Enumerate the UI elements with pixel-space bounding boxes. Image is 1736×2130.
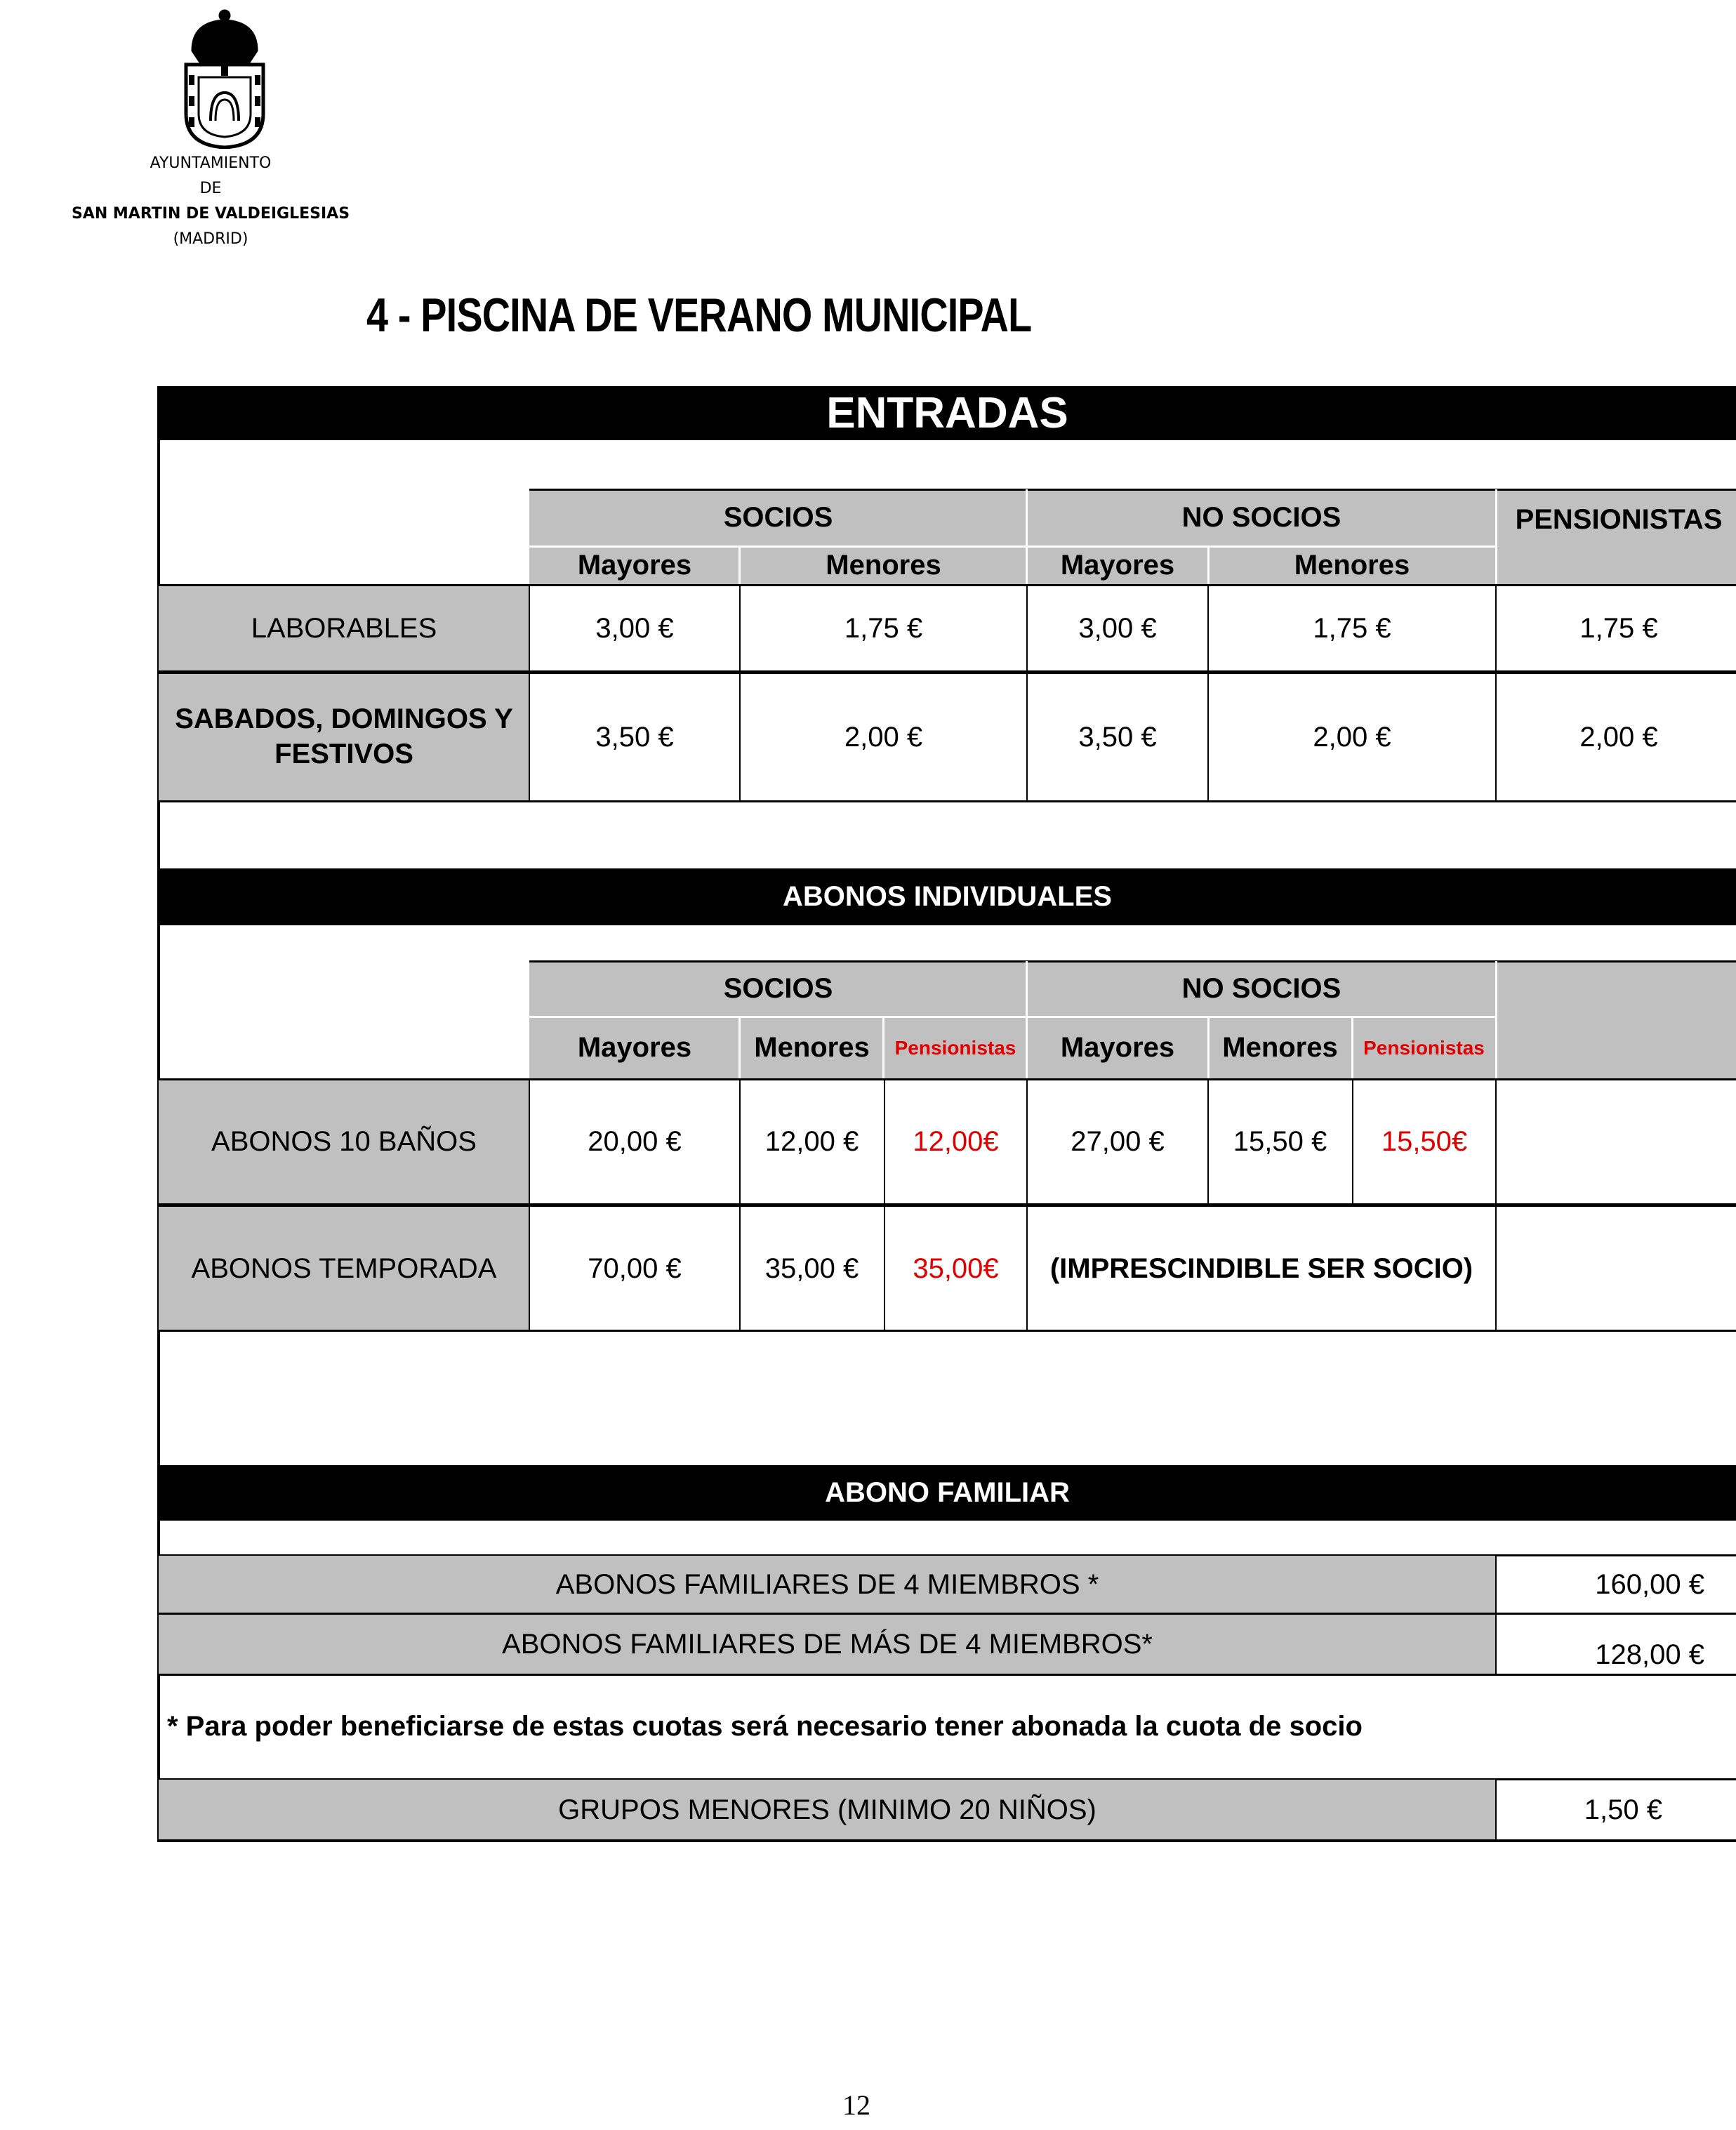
section-title: ABONO FAMILIAR [825,1477,1070,1508]
subheader-menores: Menores [1222,1032,1338,1063]
row-label-abonos-temporada: ABONOS TEMPORADA [159,1207,529,1330]
group-socios: SOCIOS [723,502,833,533]
group-no-socios: NO SOCIOS [1181,973,1341,1004]
subheader-menores: Menores [1294,550,1410,581]
section-title: ABONOS INDIVIDUALES [783,881,1112,912]
subheader-mayores: Mayores [1060,550,1175,581]
price-cell: 3,00 € [595,612,674,644]
familiar-mas-4-price: 128,00 € [1595,1639,1704,1670]
grupos-menores-label: GRUPOS MENORES (MINIMO 20 NIÑOS) [159,1780,1496,1840]
municipality-line-2: DE [199,180,222,197]
familiar-mas-4-label: ABONOS FAMILIARES DE MÁS DE 4 MIEMBROS* [159,1615,1496,1674]
price-cell-pensionistas: 15,50€ [1381,1125,1468,1157]
group-no-socios: NO SOCIOS [1181,502,1341,533]
section-header-entradas [159,386,1736,440]
subheader-mayores: Mayores [577,550,692,581]
price-cell: 3,00 € [1078,612,1157,644]
divider [1495,1780,1497,1840]
table-bottom-border [159,1839,1736,1842]
price-cell: 2,00 € [1313,721,1391,753]
familiar-4-label: ABONOS FAMILIARES DE 4 MIEMBROS * [159,1556,1496,1613]
subheader-pensionistas: Pensionistas [894,1036,1016,1059]
price-cell: 1,75 € [1313,612,1391,644]
divider [1495,1556,1497,1674]
coat-of-arms-icon [179,8,270,149]
row-label-abonos-10-banos: ABONOS 10 BAÑOS [159,1079,529,1205]
grupos-menores-price: 1,50 € [1584,1794,1662,1825]
subheader-mayores: Mayores [1060,1032,1175,1063]
price-cell: 1,75 € [844,612,923,644]
price-cell: 2,00 € [1579,721,1658,753]
municipality-name: SAN MARTIN DE VALDEIGLESIAS [71,205,350,223]
price-cell-pensionistas: 12,00€ [913,1125,999,1157]
price-cell: 2,00 € [844,721,923,753]
page-number: 12 [842,2089,870,2121]
municipality-line-1: AYUNTAMIENTO [150,154,272,172]
socio-required-note: (IMPRESCINDIBLE SER SOCIO) [1049,1252,1473,1284]
price-cell: 70,00 € [588,1252,682,1284]
section-header-abonos-individuales [159,868,1736,925]
familiar-4-price: 160,00 € [1595,1568,1704,1600]
footnote: * Para poder beneficiarse de estas cuotas será necesario tener abonada la cuota de socio [167,1711,1363,1742]
price-cell: 3,50 € [1078,721,1157,753]
price-cell: 1,75 € [1579,612,1658,644]
price-cell: 35,00 € [764,1252,859,1284]
price-cell: 20,00 € [588,1125,682,1157]
price-cell: 27,00 € [1071,1125,1165,1157]
divider [159,800,1736,802]
price-cell: 12,00 € [764,1125,859,1157]
subheader-mayores: Mayores [577,1032,692,1063]
row-label-fines-de-semana: SABADOS, DOMINGOS Y FESTIVOS [159,672,529,801]
group-socios: SOCIOS [723,973,833,1004]
section-header-abono-familiar [159,1465,1736,1521]
subheader-menores: Menores [754,1032,870,1063]
subheader-pensionistas: Pensionistas [1363,1036,1485,1059]
municipality-region: (MADRID) [173,230,249,248]
price-cell: 3,50 € [595,721,674,753]
price-cell: 15,50 € [1233,1125,1327,1157]
price-cell-pensionistas: 35,00€ [913,1252,999,1284]
row-label-laborables: LABORABLES [159,585,529,672]
section-title: ENTRADAS [826,389,1068,437]
group-pensionistas: PENSIONISTAS [1515,503,1723,535]
subheader-menores: Menores [826,550,941,581]
page-title: 4 - PISCINA DE VERANO MUNICIPAL [366,289,1032,342]
